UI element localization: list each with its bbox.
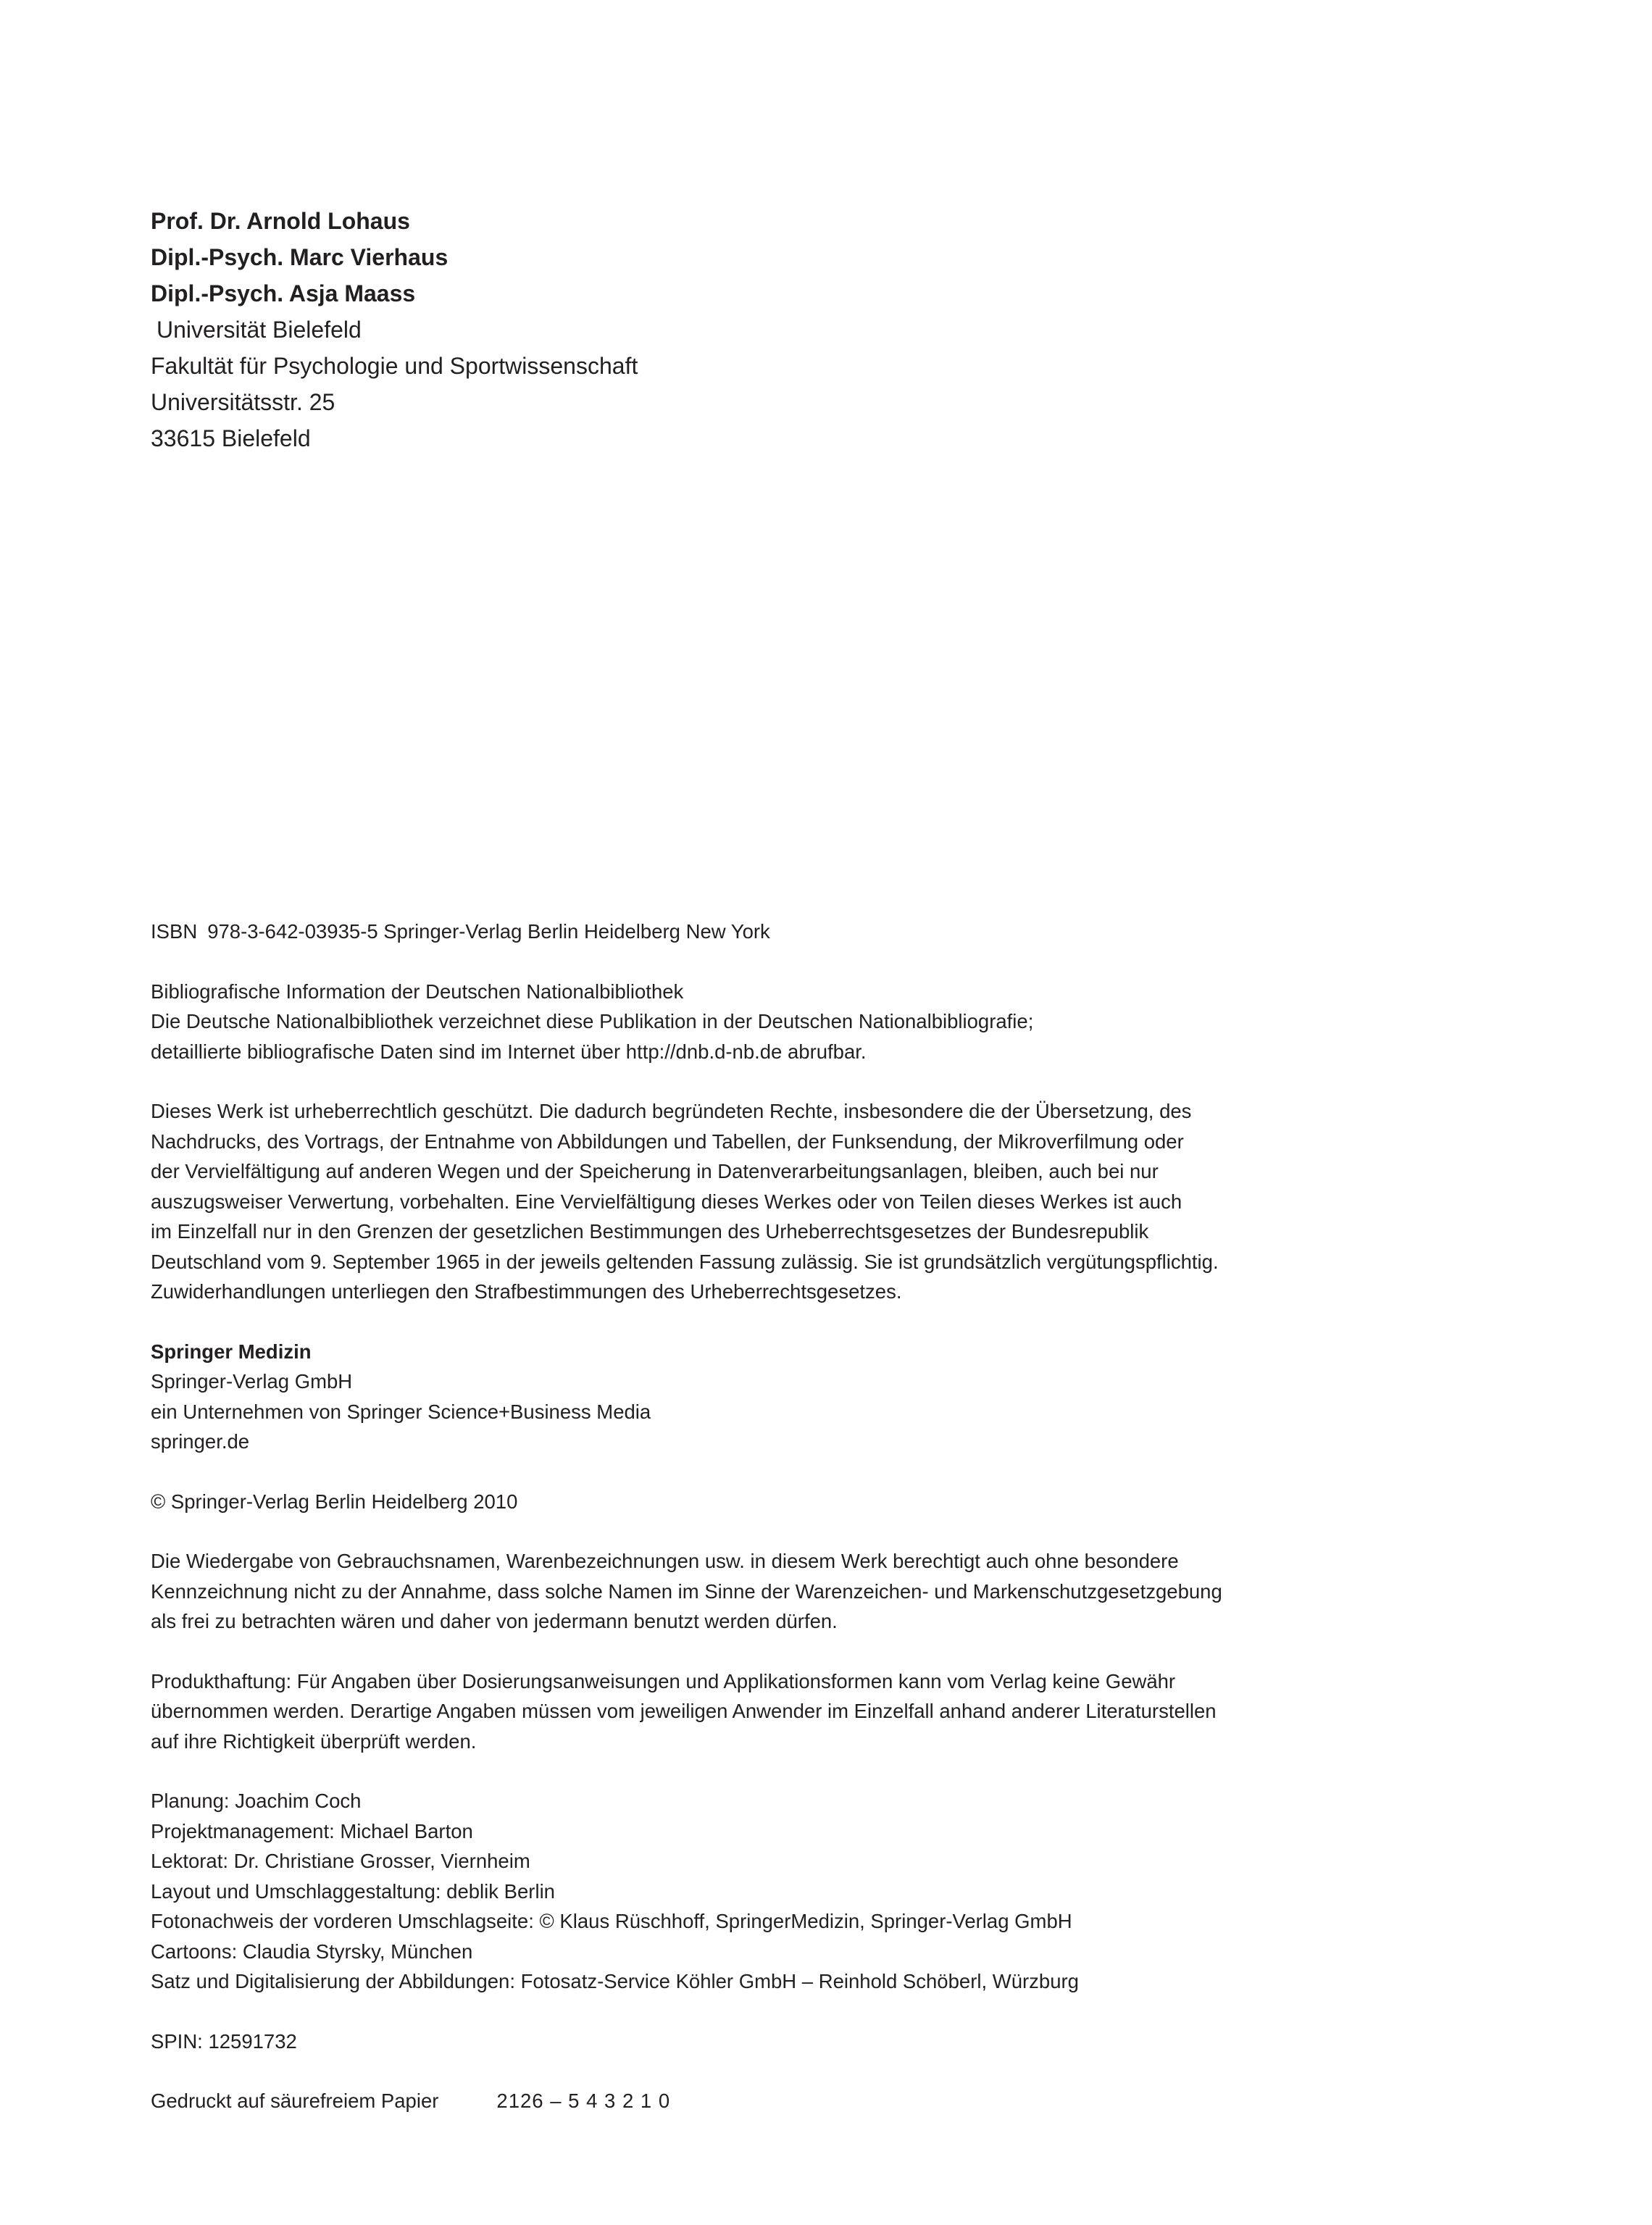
publisher-website: springer.de [151, 1430, 250, 1453]
copyright-notice-line: Dieses Werk ist urheberrechtlich geschützt. Die dadurch begründeten Rechte, insbesondere die der Übersetzung, des [151, 1100, 1192, 1122]
author-name: Dipl.-Psych. Asja Maass [151, 280, 416, 306]
paper-note: Gedruckt auf säurefreiem Papier [151, 2090, 439, 2112]
isbn-block [151, 917, 1564, 947]
spin-number: SPIN: 12591732 [151, 2029, 297, 2053]
copyright-notice-line: Deutschland vom 9. September 1965 in der jeweils geltenden Fassung zulässig. Sie ist grundsätzlich vergütungspflichtig. [151, 1250, 1219, 1273]
print-run-number: 2126 – 5 4 3 2 1 0 [496, 2090, 671, 2112]
credit-line: Projektmanagement: Michael Barton [151, 1819, 473, 1842]
bibliographic-line: detaillierte bibliografische Daten sind im Internet über http://dnb.d-nb.de abrufbar. [151, 1040, 867, 1063]
trademark-notice-line: als frei zu betrachten wären und daher von jedermann benutzt werden dürfen. [151, 1610, 838, 1632]
credit-line: Planung: Joachim Coch [151, 1790, 362, 1812]
copyright-notice-line: Zuwiderhandlungen unterliegen den Strafbestimmungen des Urheberrechtsgesetzes. [151, 1280, 902, 1303]
credit-line: Lektorat: Dr. Christiane Grosser, Viernheim [151, 1850, 530, 1872]
printing-line [151, 2086, 1564, 2116]
isbn-value: 978-3-642-03935-5 Springer-Verlag Berlin Heidelberg New York [207, 920, 770, 943]
copyright-notice [151, 1096, 1564, 1307]
publisher-block [151, 1337, 1564, 1457]
copyright-notice-line: auszugsweiser Verwertung, vorbehalten. Eine Vervielfältigung dieses Werkes oder von Teilen dieses Werkes ist auch [151, 1190, 1182, 1213]
printing-block [151, 2086, 1564, 2116]
bibliographic-info [151, 977, 1564, 1067]
trademark-notice-line: Die Wiedergabe von Gebrauchsnamen, Warenbezeichnungen usw. in diesem Werk berechtigt auch ohne besondere [151, 1550, 1179, 1572]
isbn-line [151, 917, 1564, 947]
imprint-text [151, 917, 1564, 2146]
bibliographic-line: Bibliografische Information der Deutschen Nationalbibliothek [151, 980, 684, 1003]
copyright-notice-line: Nachdrucks, des Vortrags, der Entnahme von Abbildungen und Tabellen, der Funksendung, der Mikroverfilmung oder [151, 1130, 1184, 1153]
publisher-name: Springer Medizin [151, 1340, 312, 1363]
trademark-notice [151, 1546, 1564, 1637]
author-name: Prof. Dr. Arnold Lohaus [151, 208, 410, 234]
bibliographic-line: Die Deutsche Nationalbibliothek verzeichnet diese Publikation in der Deutschen Nationalbibliografie; [151, 1010, 1034, 1032]
credits-block [151, 1786, 1564, 1997]
copyright-notice-line: im Einzelfall nur in den Grenzen der gesetzlichen Bestimmungen des Urheberrechtsgesetzes der Bundesrepublik [151, 1220, 1149, 1243]
address-city: 33615 Bielefeld [151, 425, 311, 451]
copyright-line-block [151, 1487, 1564, 1517]
address-university: Universität Bielefeld [157, 317, 362, 343]
author-address-block [151, 203, 1165, 456]
liability-notice-line: übernommen werden. Derartige Angaben müssen vom jeweiligen Anwender im Einzelfall anhand anderer Literaturstellen [151, 1700, 1217, 1722]
address-street: Universitätsstr. 25 [151, 389, 335, 415]
credit-line: Fotonachweis der vorderen Umschlagseite: © Klaus Rüschhoff, SpringerMedizin, Springer-Verlag GmbH [151, 1910, 1072, 1932]
isbn-label: ISBN [151, 920, 198, 943]
publisher-line: Springer-Verlag GmbH [151, 1370, 353, 1393]
credit-line: Cartoons: Claudia Styrsky, München [151, 1940, 473, 1963]
liability-notice [151, 1666, 1564, 1757]
liability-notice-line: auf ihre Richtigkeit überprüft werden. [151, 1729, 477, 1753]
liability-notice-line: Produkthaftung: Für Angaben über Dosierungsanweisungen und Applikationsformen kann vom Verlag keine Gewähr [151, 1669, 1176, 1692]
copyright-line: © Springer-Verlag Berlin Heidelberg 2010 [151, 1490, 518, 1513]
trademark-notice-line: Kennzeichnung nicht zu der Annahme, dass solche Namen im Sinne der Warenzeichen- und Markenschutzgesetzgebung [151, 1579, 1222, 1603]
author-name: Dipl.-Psych. Marc Vierhaus [151, 244, 449, 270]
copyright-notice-line: der Vervielfältigung auf anderen Wegen und der Speicherung in Datenverarbeitungsanlagen, bleiben, auch bei nur [151, 1160, 1159, 1182]
credit-line: Satz und Digitalisierung der Abbildungen: Fotosatz-Service Köhler GmbH – Reinhold Schöberl, Würzburg [151, 1970, 1079, 1992]
credit-line: Layout und Umschlaggestaltung: deblik Berlin [151, 1879, 555, 1903]
publisher-line: ein Unternehmen von Springer Science+Business Media [151, 1400, 651, 1423]
address-faculty: Fakultät für Psychologie und Sportwissenschaft [151, 353, 638, 379]
spin-block [151, 2026, 1564, 2057]
